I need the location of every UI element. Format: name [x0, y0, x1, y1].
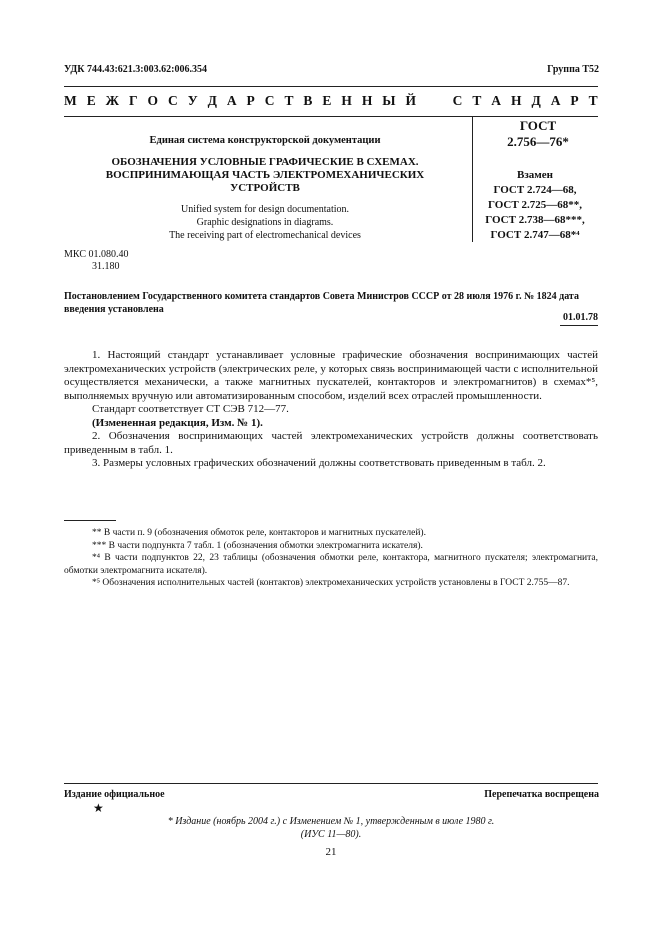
banner-letter	[439, 93, 442, 109]
reprint-prohibited-label: Перепечатка воспрещена	[484, 789, 599, 800]
banner-letter: А	[550, 93, 561, 108]
title-line: ВОСПРИНИМАЮЩАЯ ЧАСТЬ ЭЛЕКТРОМЕХАНИЧЕСКИХ	[105, 169, 425, 181]
banner-letter: Р	[570, 93, 579, 108]
banner-letter: В	[303, 93, 313, 108]
footnotes	[64, 527, 598, 590]
document-title	[64, 156, 466, 195]
replace-label: Взамен	[517, 169, 553, 181]
replace-line: ГОСТ 2.738—68***,	[485, 214, 585, 226]
banner-letter: Н	[361, 93, 373, 108]
star-icon: ★	[93, 801, 104, 815]
english-line: Unified system for design documentation.	[180, 204, 350, 215]
paragraph-2: 2. Обозначения воспринимающих частей электромеханических устройств должны соответствовать приведенным в табл. 1.	[64, 430, 598, 456]
banner-letter: Д	[531, 93, 541, 108]
banner-letter: Е	[322, 93, 332, 108]
footnote: ** В части п. 9 (обозначения обмоток реле, контакторов и магнитных пускателей).	[92, 528, 426, 538]
replace-line: ГОСТ 2.725—68**,	[488, 199, 582, 211]
banner-letter	[426, 93, 429, 109]
english-line: Graphic designations in diagrams.	[196, 217, 334, 228]
paragraph-standard: Стандарт соответствует СТ СЭВ 712—77.	[92, 403, 289, 415]
group-code: Группа Т52	[547, 64, 599, 75]
banner-letter: Е	[86, 93, 96, 108]
page-number: 21	[325, 846, 337, 858]
gost-designation	[478, 118, 598, 150]
decree-text: Постановлением Государственного комитета стандартов Совета Министров СССР от 28 июля 1976 г. № 1824 дата введения установлена	[64, 291, 579, 315]
banner-letter: Р	[246, 93, 255, 108]
banner-letter: Н	[511, 93, 522, 108]
banner-letter: Ж	[105, 93, 120, 108]
replaced-standards	[472, 168, 598, 243]
banner-letter: А	[491, 93, 502, 108]
title-line: ОБОЗНАЧЕНИЯ УСЛОВНЫЕ ГРАФИЧЕСКИЕ В СХЕМАХ.	[111, 156, 419, 168]
banner-letter: Т	[588, 93, 598, 108]
body-text	[64, 349, 598, 471]
official-edition-label: Издание официальное	[64, 789, 165, 800]
footnote-rule	[64, 520, 116, 521]
replace-line: ГОСТ 2.724—68,	[493, 184, 577, 196]
udk-code: УДК 744.43:621.3:003.62:006.354	[64, 64, 207, 75]
english-title	[64, 203, 466, 242]
gost-number: 2.756—76*	[507, 134, 569, 149]
gost-label: ГОСТ	[519, 118, 557, 133]
banner-letter: Г	[128, 93, 138, 108]
banner-letter: С	[452, 93, 463, 108]
edition-line: * Издание (ноябрь 2004 г.) с Изменением № 1, утвержденным в июле 1980 г.	[167, 816, 495, 827]
footnote: *** В части подпункта 7 табл. 1 (обозначения обмотки электромагнита искателя).	[92, 540, 423, 551]
edition-note	[64, 815, 598, 841]
banner-letter: Д	[207, 93, 217, 108]
banner-letter: Н	[341, 93, 352, 108]
banner-letter: Ы	[382, 93, 396, 108]
date-underline	[560, 325, 598, 326]
banner-letter: Й	[405, 93, 417, 108]
banner-letter: С	[264, 93, 275, 108]
edition-line: (ИУС 11—80).	[300, 829, 362, 840]
introduction-date: 01.01.78	[563, 312, 598, 323]
banner-letter: Т	[284, 93, 294, 108]
interstate-standard-banner	[64, 93, 598, 109]
footnote: *⁴ В части подпунктов 22, 23 таблицы (обозначения обмотки реле, контактора, магнитного пускателя; электромагнита, обмотки электромагнита искателя).	[64, 553, 598, 576]
header-rule	[64, 116, 598, 117]
mks-line: 31.180	[92, 261, 120, 272]
replace-line: ГОСТ 2.747—68*⁴	[490, 229, 580, 241]
footnote: *⁵ Обозначения исполнительных частей (контактов) электромеханических устройств установлены в ГОСТ 2.755—87.	[92, 578, 570, 588]
mks-line: МКС 01.080.40	[64, 249, 129, 260]
paragraph-1: 1. Настоящий стандарт устанавливает условные графические обозначения воспринимающих частей электромеханических устройств (электрических реле, у которых связь воспринимающей части с исполнительной осуществляется механически, а также магнитных пускателей, контакторов и электромагнитов) в схемах*⁵, выполняемых вручную или автоматизированным способом, изделий всех отраслей промышленности.	[64, 349, 598, 402]
banner-letter: Т	[472, 93, 482, 108]
top-rule	[64, 86, 598, 87]
paragraph-amendment: (Измененная редакция, Изм. № 1).	[92, 416, 263, 429]
banner-letter: С	[168, 93, 178, 108]
banner-letter: А	[226, 93, 237, 108]
system-title: Единая система конструкторской документации	[149, 135, 381, 146]
banner-letter: М	[64, 93, 77, 108]
mks-codes	[64, 249, 128, 273]
bottom-rule	[64, 783, 598, 784]
title-line: УСТРОЙСТВ	[230, 182, 300, 194]
banner-letter: О	[147, 93, 159, 108]
english-line: The receiving part of electromechanical devices	[169, 230, 361, 241]
paragraph-3: 3. Размеры условных графических обозначений должны соответствовать приведенным в табл. 2.	[92, 457, 546, 469]
banner-letter: У	[187, 93, 198, 108]
